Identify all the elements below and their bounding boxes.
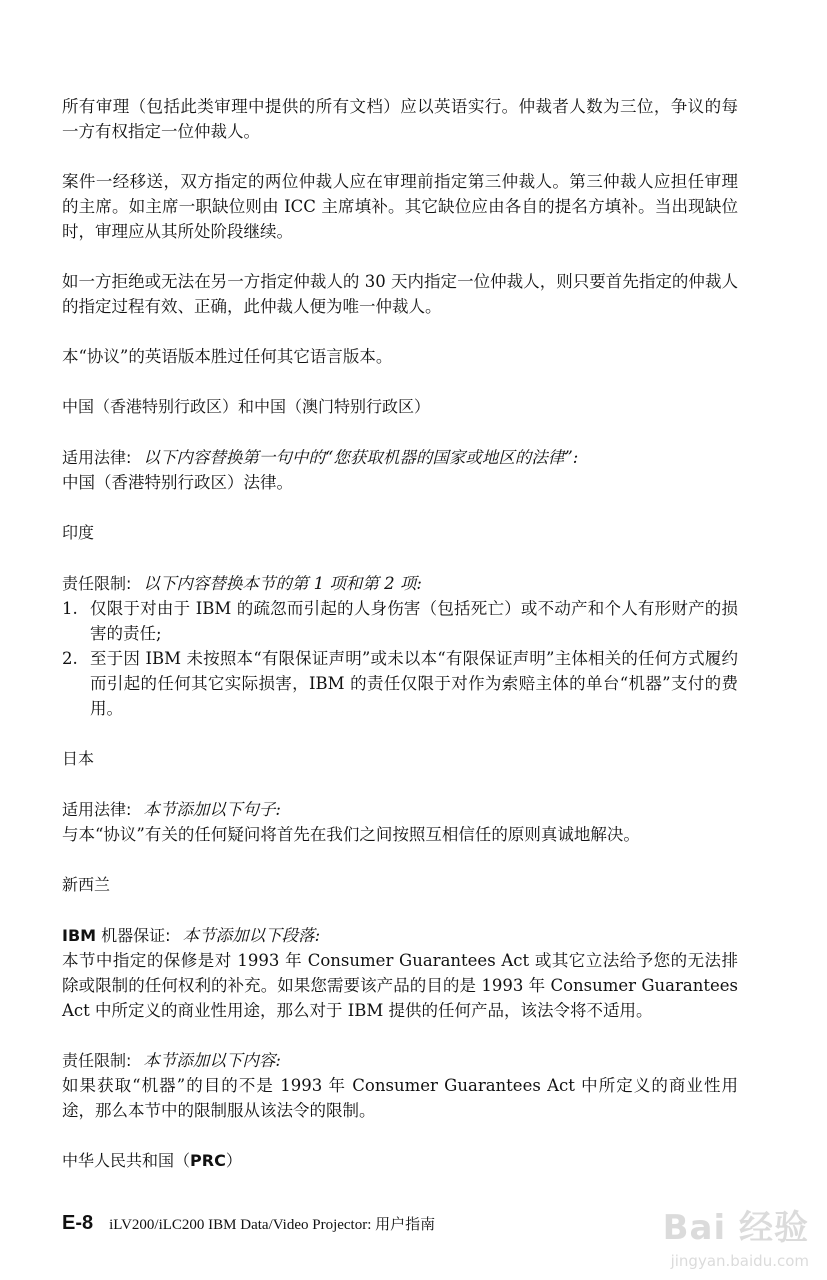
heading-prefix: 中华人民共和国（ [62, 1151, 191, 1170]
term-label-text: 机器保证: [101, 926, 171, 945]
term-line [62, 923, 738, 948]
term-description: 本节添加以下段落: [182, 926, 321, 945]
list-item-text: 至于因 IBM 未按照本“有限保证声明”或未以本“有限保证声明”主体相关的任何方式履约而引起的任何其它实际损害，IBM 的责任仅限于对作为索赔主体的单台“机器”支付的费用。 [90, 649, 738, 718]
term-line [62, 1048, 738, 1073]
paragraph-proceedings-language: 所有审理（包括此类审理中提供的所有文档）应以英语实行。仲裁者人数为三位，争议的每一方有权指定一位仲裁人。 [62, 97, 738, 141]
section-hk-macau [62, 445, 738, 495]
section-japan [62, 797, 738, 847]
heading-latin: PRC [190, 1151, 226, 1170]
section-new-zealand-warranty [62, 923, 738, 1023]
paragraph-english-version: 本“协议”的英语版本胜过任何其它语言版本。 [62, 347, 393, 366]
term-description: 以下内容替换本节的第 1 项和第 2 项: [143, 574, 422, 593]
term-label [62, 926, 171, 945]
document-page [62, 94, 738, 1199]
list-item-text: 仅限于对由于 IBM 的疏忽而引起的人身伤害（包括死亡）或不动产和个人有形财产的损害的责任; [90, 599, 738, 643]
section-body: 如果获取“机器”的目的不是 1993 年 Consumer Guarantees Act 中所定义的商业性用途，那么本节中的限制服从该法令的限制。 [62, 1076, 738, 1120]
footer-title: iLV200/iLC200 IBM Data/Video Projector: 用户指南 [109, 1217, 436, 1233]
term-label-latin: IBM [62, 926, 97, 945]
paragraph-sole-arbitrator: 如一方拒绝或无法在另一方指定仲裁人的 30 天内指定一位仲裁人，则只要首先指定的仲裁人的指定过程有效、正确，此仲裁人便为唯一仲裁人。 [62, 272, 738, 316]
term-label: 适用法律: [62, 800, 132, 819]
section-heading-japan: 日本 [62, 749, 95, 768]
heading-suffix: ） [225, 1151, 242, 1170]
term-description: 本节添加以下句子: [143, 800, 281, 819]
section-new-zealand-liability [62, 1048, 738, 1123]
section-heading-hk-macau: 中国（香港特别行政区）和中国（澳门特别行政区） [62, 397, 431, 416]
term-label: 责任限制: [62, 574, 132, 593]
list-item-number: 2. [62, 649, 78, 668]
numbered-list [62, 596, 738, 721]
list-item [62, 646, 738, 721]
page-number: E-8 [62, 1212, 94, 1234]
section-heading-new-zealand: 新西兰 [62, 875, 111, 894]
section-body: 本节中指定的保修是对 1993 年 Consumer Guarantees Act 或其它立法给予您的无法排除或限制的任何权利的补充。如果您需要该产品的目的是 1993 年 Consumer Guarantees Act 中所定义的商业性用途，那么对于 IBM 提供的任何产品，该法令将不适用。 [62, 951, 738, 1020]
section-body: 与本“协议”有关的任何疑问将首先在我们之间按照互相信任的原则真诚地解决。 [62, 825, 640, 844]
list-item [62, 596, 738, 646]
page-footer [62, 1212, 435, 1235]
section-india [62, 571, 738, 721]
watermark-url: jingyan.baidu.com [670, 1252, 809, 1270]
term-line [62, 797, 738, 822]
section-body: 中国（香港特别行政区）法律。 [62, 473, 293, 492]
term-description: 以下内容替换第一句中的“您获取机器的国家或地区的法律”: [143, 448, 579, 467]
paragraph-third-arbitrator: 案件一经移送，双方指定的两位仲裁人应在审理前指定第三仲裁人。第三仲裁人应担任审理的主席。如主席一职缺位则由 ICC 主席填补。其它缺位应由各自的提名方填补。当出现缺位时，审理应从其所处阶段继续。 [62, 172, 738, 241]
term-description: 本节添加以下内容: [143, 1051, 281, 1070]
baidu-watermark [579, 1200, 809, 1270]
term-line [62, 445, 738, 470]
term-label: 适用法律: [62, 448, 132, 467]
term-line [62, 571, 738, 596]
list-item-number: 1. [62, 599, 78, 618]
section-heading-prc [62, 1148, 738, 1173]
watermark-logo: Bai 经验 [662, 1208, 809, 1248]
section-heading-india: 印度 [62, 523, 95, 542]
term-label: 责任限制: [62, 1051, 132, 1070]
